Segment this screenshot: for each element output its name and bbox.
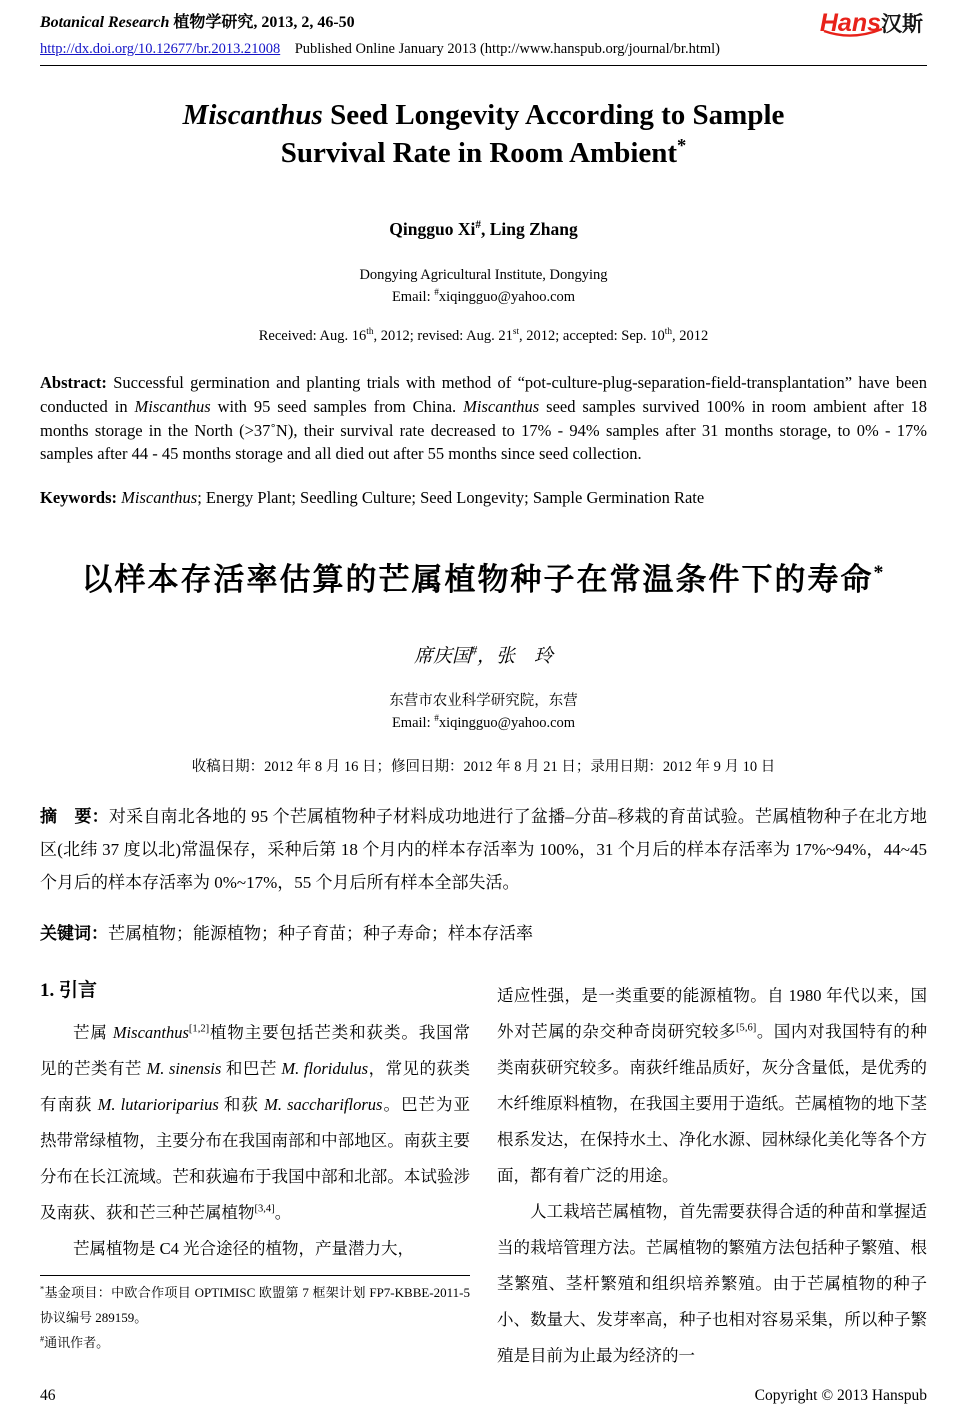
abstract-en [40, 371, 927, 465]
corresponding-author-footnote: #通讯作者。 [40, 1334, 110, 1351]
footnote-divider [40, 1275, 470, 1276]
keywords-text-zh: 芒属植物；能源植物；种子育苗；种子寿命；样本存活率 [108, 924, 533, 944]
abstract-text-zh: 对采自南北各地的 95 个芒属植物种子材料成功地进行了盆播–分苗–移栽的育苗试验。芒属植物种子在北方地区(北纬 37 度以北)常温保存，采种后第 18 个月内的样本存活率为 100%，31 个月后的样本存活率为 17%~94%，44~45 个月后的样本存活率为 0%~17%，55 个月后所有样本全部失活。 [40, 806, 928, 893]
copyright-notice: Copyright © 2013 Hanspub [754, 1387, 927, 1404]
doi-link[interactable]: http://dx.doi.org/10.12677/br.2013.21008 [40, 41, 281, 57]
keywords-text-en: Miscanthus; Energy Plant; Seedling Culture; Seed Longevity; Sample Germination Rate [121, 487, 705, 507]
hanspub-logo [820, 8, 927, 38]
doi-line [40, 41, 927, 58]
page-number: 46 [40, 1387, 56, 1404]
keywords-label-zh: 关键词： [40, 924, 108, 944]
abstract-zh [40, 800, 927, 899]
funding-footnote: *基金项目：中欧合作项目 OPTIMISC 欧盟第 7 框架计划 FP7-KBBE-2011-5 协议编号 289159。 [40, 1284, 470, 1325]
intro-paragraph-1: 芒属 Miscanthus[1,2]植物主要包括芒类和荻类。我国常见的芒类有芒 M. sinensis 和巴芒 M. floridulus，常见的荻类有南荻 M. lutarioriparius 和荻 M. sacchariflorus。巴芒为亚热带常绿植物，主要分布在我国南部和中部地区。南荻主要分布在长江流域。芒和荻遍布于我国中部和北部。本试验涉及南荻、荻和芒三种芒属植物[3,4]。 [40, 1022, 471, 1222]
logo-swoosh-icon [822, 27, 884, 45]
logo-hanzi-text: 汉斯 [881, 12, 923, 36]
page-footer [40, 1387, 927, 1405]
affiliation-block-zh [40, 690, 927, 735]
intro-paragraph-3: 适应性强，是一类重要的能源植物。自 1980 年代以来，国外对芒属的杂交种奇岗研究较多[5,6]。国内对我国特有的种类南荻研究较多。南荻纤维品质好，灰分含量低，是优秀的木纤维原料植物，在我国主要用于造纸。芒属植物的地下茎根系发达，在保持水土、净化水源、园林绿化美化等各个方面，都有着广泛的用途。 [497, 986, 928, 1186]
paper-title-zh: 以样本存活率估算的芒属植物种子在常温条件下的寿命* [81, 561, 886, 597]
abstract-label-en: Abstract: [40, 373, 107, 393]
abstract-label-zh: 摘 要： [40, 806, 109, 826]
received-dates-zh: 收稿日期：2012 年 8 月 16 日；修回日期：2012 年 8 月 21 日；录用日期：2012 年 9 月 10 日 [191, 758, 776, 775]
left-column [40, 978, 470, 1374]
email-en: Email: #xiqingguo@yahoo.com [391, 288, 576, 305]
affiliation-en: Dongying Agricultural Institute, Dongying [359, 266, 608, 283]
right-column [497, 978, 927, 1374]
journal-citation-line: Botanical Research 植物学研究, 2013, 2, 46-50 [40, 14, 355, 31]
logo-hans-text: Hans [819, 9, 881, 37]
email-zh: Email: #xiqingguo@yahoo.com [391, 714, 576, 732]
affiliation-block-en [40, 264, 927, 309]
affiliation-zh: 东营市农业科学研究院，东营 [389, 692, 578, 709]
authors-zh: 席庆国#，张 玲 [413, 643, 554, 667]
two-column-body [40, 978, 927, 1374]
published-online-text: Published Online January 2013 (http://www.hanspub.org/journal/br.html) [280, 41, 720, 57]
keywords-label-en: Keywords: [40, 487, 117, 507]
intro-paragraph-4: 人工栽培芒属植物，首先需要获得合适的种苗和掌握适当的栽培管理方法。芒属植物的繁殖方法包括种子繁殖、根茎繁殖、茎杆繁殖和组织培养繁殖。由于芒属植物的种子小、数量大、发芽率高，种子也相对容易采集，所以种子繁殖是目前为止最为经济的一 [497, 1202, 927, 1365]
section-1-heading: 1. 引言 [40, 980, 98, 1002]
header-divider [40, 65, 927, 66]
abstract-text-en: Successful germination and planting trials with method of “pot-culture-plug-separation-field-transplantation” have been conducted in Miscanthus with 95 seed samples from China. Miscanthus seed samples survived 100% in room ambient after 18 months storage in the North (>37˚N), their survival rate decreased to 17% - 94% samples after 31 months storage, to 0% - 17% samples after 44 - 45 months storage and all died out after 55 months since seed collection. [40, 373, 928, 464]
authors-en: Qingguo Xi#, Ling Zhang [389, 218, 578, 239]
footnotes-block [40, 1275, 470, 1356]
page-header [40, 8, 927, 38]
intro-paragraph-2: 芒属植物是 C4 光合途径的植物，产量潜力大， [73, 1238, 415, 1258]
received-dates-en: Received: Aug. 16th, 2012; revised: Aug. 21st, 2012; accepted: Sep. 10th, 2012 [258, 327, 709, 345]
keywords-en [40, 488, 927, 508]
keywords-zh [40, 919, 927, 944]
paper-title-en: Miscanthus Seed Longevity According to Sample Survival Rate in Room Ambient* [182, 99, 785, 170]
